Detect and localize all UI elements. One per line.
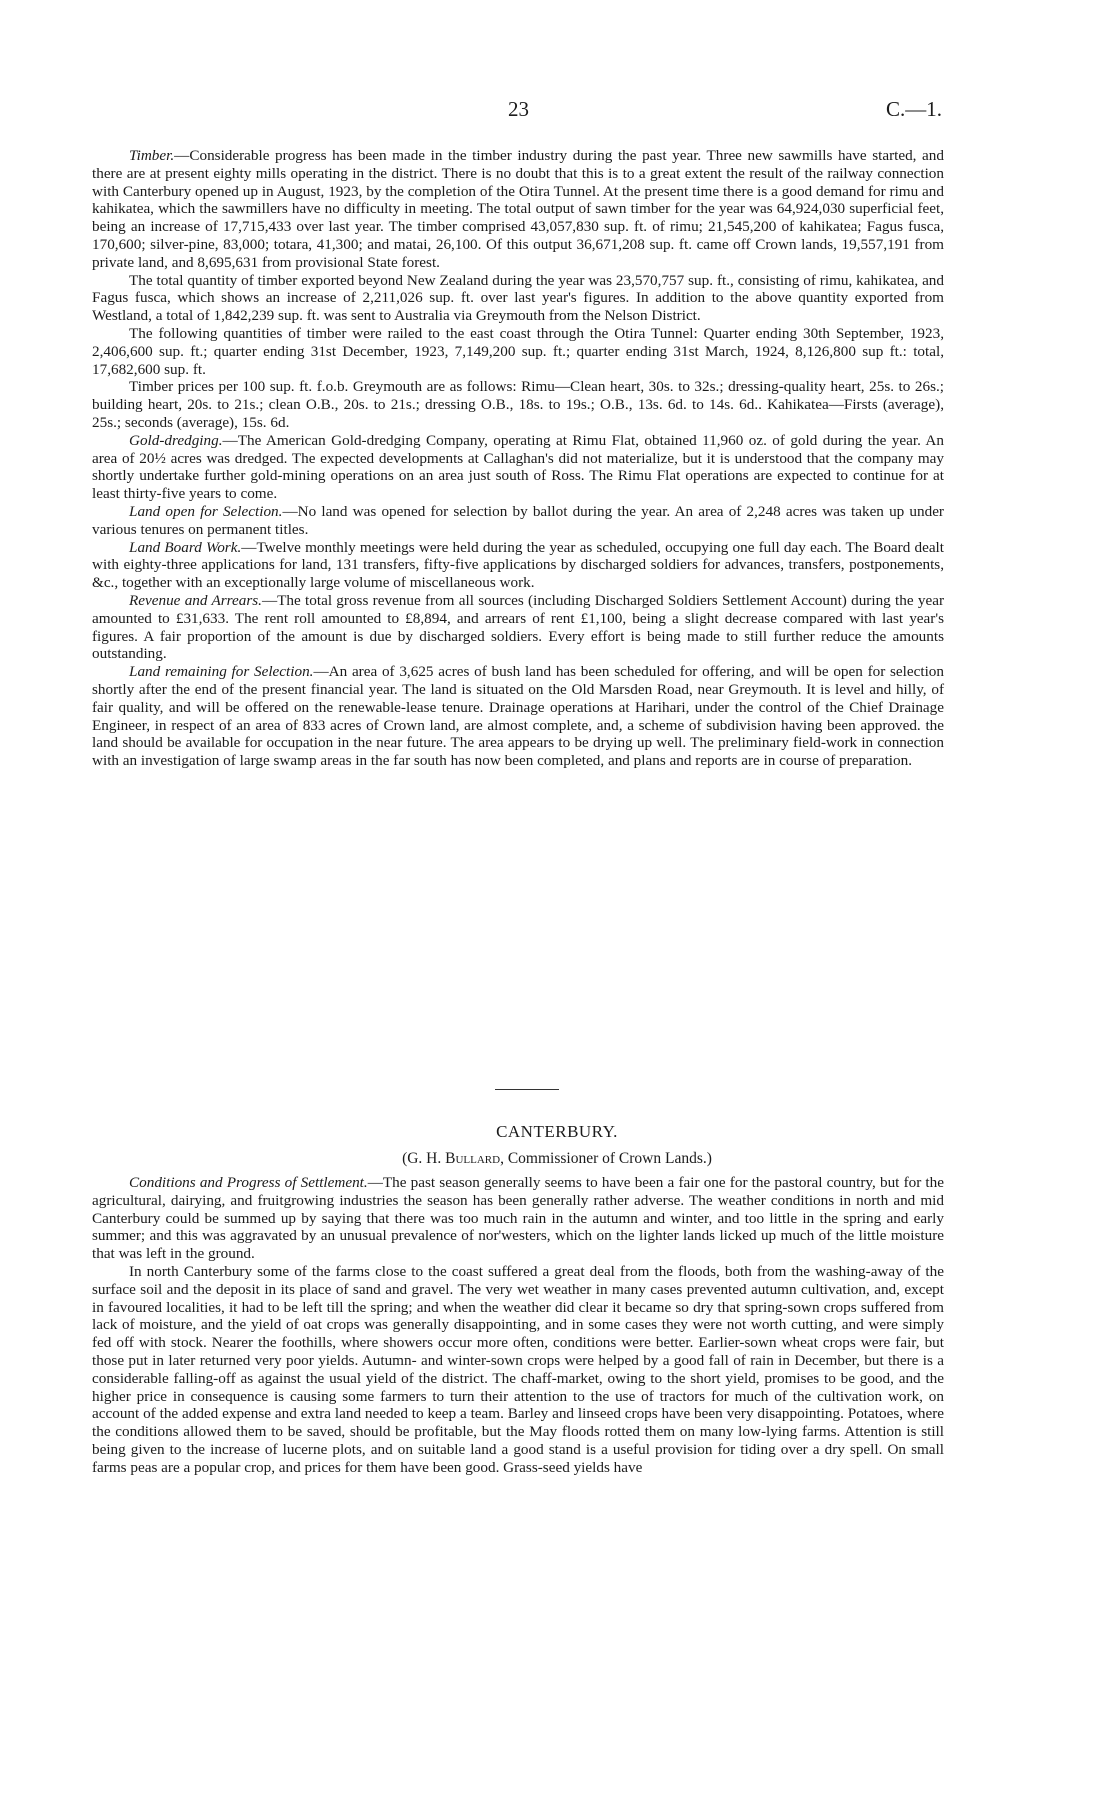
paragraph [92, 539, 944, 592]
paragraph [92, 663, 944, 770]
paragraph [92, 147, 944, 272]
paragraph [92, 272, 944, 325]
paragraph-text: —The American Gold-dredging Company, operating at Rimu Flat, obtained 11,960 oz. of gold during the year. An area of 20½ acres was dredged. The expected developments at Callaghan's did not materialize, but it is understood that the company may shortly undertake further gold-mining operations on an area just south of Ross. The Rimu Flat operations are expected to continue for at least thirty-five years to come. [92, 431, 944, 503]
section-heading: CANTERBURY. [496, 1122, 618, 1141]
paragraph-lead: Land remaining for Selection. [129, 663, 314, 681]
page-header [0, 97, 1114, 127]
paragraph [92, 503, 944, 539]
paragraph-lead: Revenue and Arrears. [129, 591, 262, 609]
paragraph-lead: Conditions and Progress of Settlement. [129, 1174, 368, 1191]
paragraph [92, 378, 944, 431]
section-divider [495, 1089, 559, 1090]
paragraph [92, 592, 944, 663]
paragraph [92, 1263, 944, 1477]
commissioner-name: Bullard [445, 1150, 501, 1167]
paragraph-text: —An area of 3,625 acres of bush land has been scheduled for offering, and will be open for selection shortly after the end of the present financial year. The land is situated on the Old Marsden Road, near Greymouth. It is level and hilly, of fair quality, and will be offered on the renewable-lease tenure. Drainage operations at Harihari, under the control of the Chief Drainage Engineer, in respect of an area of 833 acres of Crown land, are almost complete, and, a scheme of subdivision having been approved. the land should be available for occupation in the near future. The area appears to be drying up well. The preliminary field-work in connection with an investigation of large swamp areas in the far south has now been completed, and plans and reports are in course of preparation. [92, 663, 944, 770]
paragraph-text: —The total gross revenue from all sources (including Discharged Soldiers Settlement Account) during the year amounted to £31,633. The rent roll amounted to £8,894, and arrears of rent £1,100, being a slight decrease compared with last year's figures. A fair proportion of the amount is due by discharged soldiers. Every effort is being made to still further reduce the amounts outstanding. [92, 591, 944, 663]
paragraph-text: —Twelve monthly meetings were held during the year as scheduled, occupying one full day each. The Board dealt with eighty-three applications for land, 131 transfers, fifty-five applications by discharged soldiers for advances, transfers, postponements, &c., together with an exceptionally large volume of miscellaneous work. [92, 538, 944, 592]
paragraph-lead: Land open for Selection. [129, 502, 283, 520]
paragraph [92, 325, 944, 378]
commissioner-rest: , Commissioner of Crown Lands.) [500, 1150, 712, 1167]
paragraph-text: In north Canterbury some of the farms close to the coast suffered a great deal from the floods, both from the washing-away of the surface soil and the deposit in its place of sand and gravel. The very wet weather in many cases prevented autumn cultivation, and, except in favoured localities, it had to be left till the spring; and when the weather did clear it became so dry that spring-sown crops suffered from lack of moisture, and the yield of oat crops was generally disappointing, and in some cases they were not worth cutting, and were simply fed off with stock. Nearer the foothills, where showers occur more often, conditions were better. Earlier-sown wheat crops were fair, but those put in later returned very poor yields. Autumn- and winter-sown crops were helped by a good fall of rain in December, but there is a considerable falling-off as against the usual yield of the district. The chaff-market, owing to the short yield, promises to be good, and the higher price in consequence is causing some farmers to turn their attention to the use of tractors for much of the cultivation work, on account of the added expense and extra land needed to keep a team. Barley and linseed crops have been very disappointing. Potatoes, where the conditions allowed them to be saved, should be profitable, but the May floods rotted them on many low-lying farms. Attention is still being given to the increase of lucerne plots, and on suitable land a good stand is a useful provision for tiding over a dry spell. On small farms peas are a popular crop, and prices for them have been good. Grass-seed yields have [92, 1262, 944, 1476]
paragraph-lead: Timber. [129, 147, 175, 164]
paragraph-text: —The past season generally seems to have been a fair one for the pastoral country, but for the agricultural, dairying, and fruitgrowing industries the season has been generally rather adverse. The weather conditions in north and mid Canterbury could be summed up by saying that there was too much rain in the autumn and winter, and too little in the spring and early summer; and this was aggravated by an unusual prevalence of nor'westers, which on the lighter lands licked up much of the little moisture that was left in the ground. [92, 1174, 944, 1263]
commissioner-line [0, 1150, 1114, 1168]
paragraph-text: —No land was opened for selection by ballot during the year. An area of 2,248 acres was taken up under various tenures on permanent titles. [92, 502, 944, 538]
paragraph-text: The total quantity of timber exported beyond New Zealand during the year was 23,570,757 sup. ft., consisting of rimu, kahikatea, and Fagus fusca, which shows an increase of 2,211,026 sup. ft. over last year's figures. In addition to the above quantity exported from Westland, a total of 1,842,239 sup. ft. was sent to Australia via Greymouth from the Nelson District. [92, 271, 944, 325]
page-number: 23 [508, 97, 529, 121]
paragraph-text: —Considerable progress has been made in the timber industry during the past year. Three new sawmills have started, and there are at present eighty mills operating in the district. There is no doubt that this is to a great extent the result of the railway connection with Canterbury opened up in August, 1923, by the completion of the Otira Tunnel. At the present time there is a good demand for rimu and kahikatea, which the sawmillers have no difficulty in meeting. The total output of sawn timber for the year was 64,924,030 superficial feet, being an increase of 17,715,433 over last year. The timber comprised 43,057,830 sup. ft. of rimu; 21,545,200 of kahikatea; Fagus fusca, 170,600; silver-pine, 83,000; totara, 41,300; and matai, 26,100. Of this output 36,671,208 sup. ft. came off Crown lands, 19,557,191 from private land, and 8,695,631 from provisional State forest. [92, 147, 944, 271]
section-code: C.—1. [885, 97, 942, 121]
canterbury-section-body [92, 1174, 944, 1477]
paragraph-text: Timber prices per 100 sup. ft. f.o.b. Greymouth are as follows: Rimu—Clean heart, 30s. to 32s.; dressing-quality heart, 25s. to 26s.; building heart, 20s. to 21s.; clean O.B., 20s. to 21s.; dressing O.B., 18s. to 19s.; O.B., 13s. 6d. to 14s. 6d.. Kahikatea—Firsts (average), 25s.; seconds (average), 15s. 6d. [92, 378, 944, 431]
commissioner-open: (G. H. [402, 1150, 446, 1167]
paragraph-text: The following quantities of timber were railed to the east coast through the Otira Tunnel: Quarter ending 30th September, 1923, 2,406,600 sup. ft.; quarter ending 31st December, 1923, 7,149,200 sup. ft.; quarter ending 31st March, 1924, 8,126,800 sup ft.: total, 17,682,600 sup. ft. [92, 324, 944, 378]
paragraph-lead: Land Board Work. [129, 538, 242, 556]
paragraph [92, 432, 944, 503]
paragraph-lead: Gold-dredging. [129, 431, 223, 449]
westland-section-body [92, 147, 944, 770]
paragraph [92, 1174, 944, 1263]
